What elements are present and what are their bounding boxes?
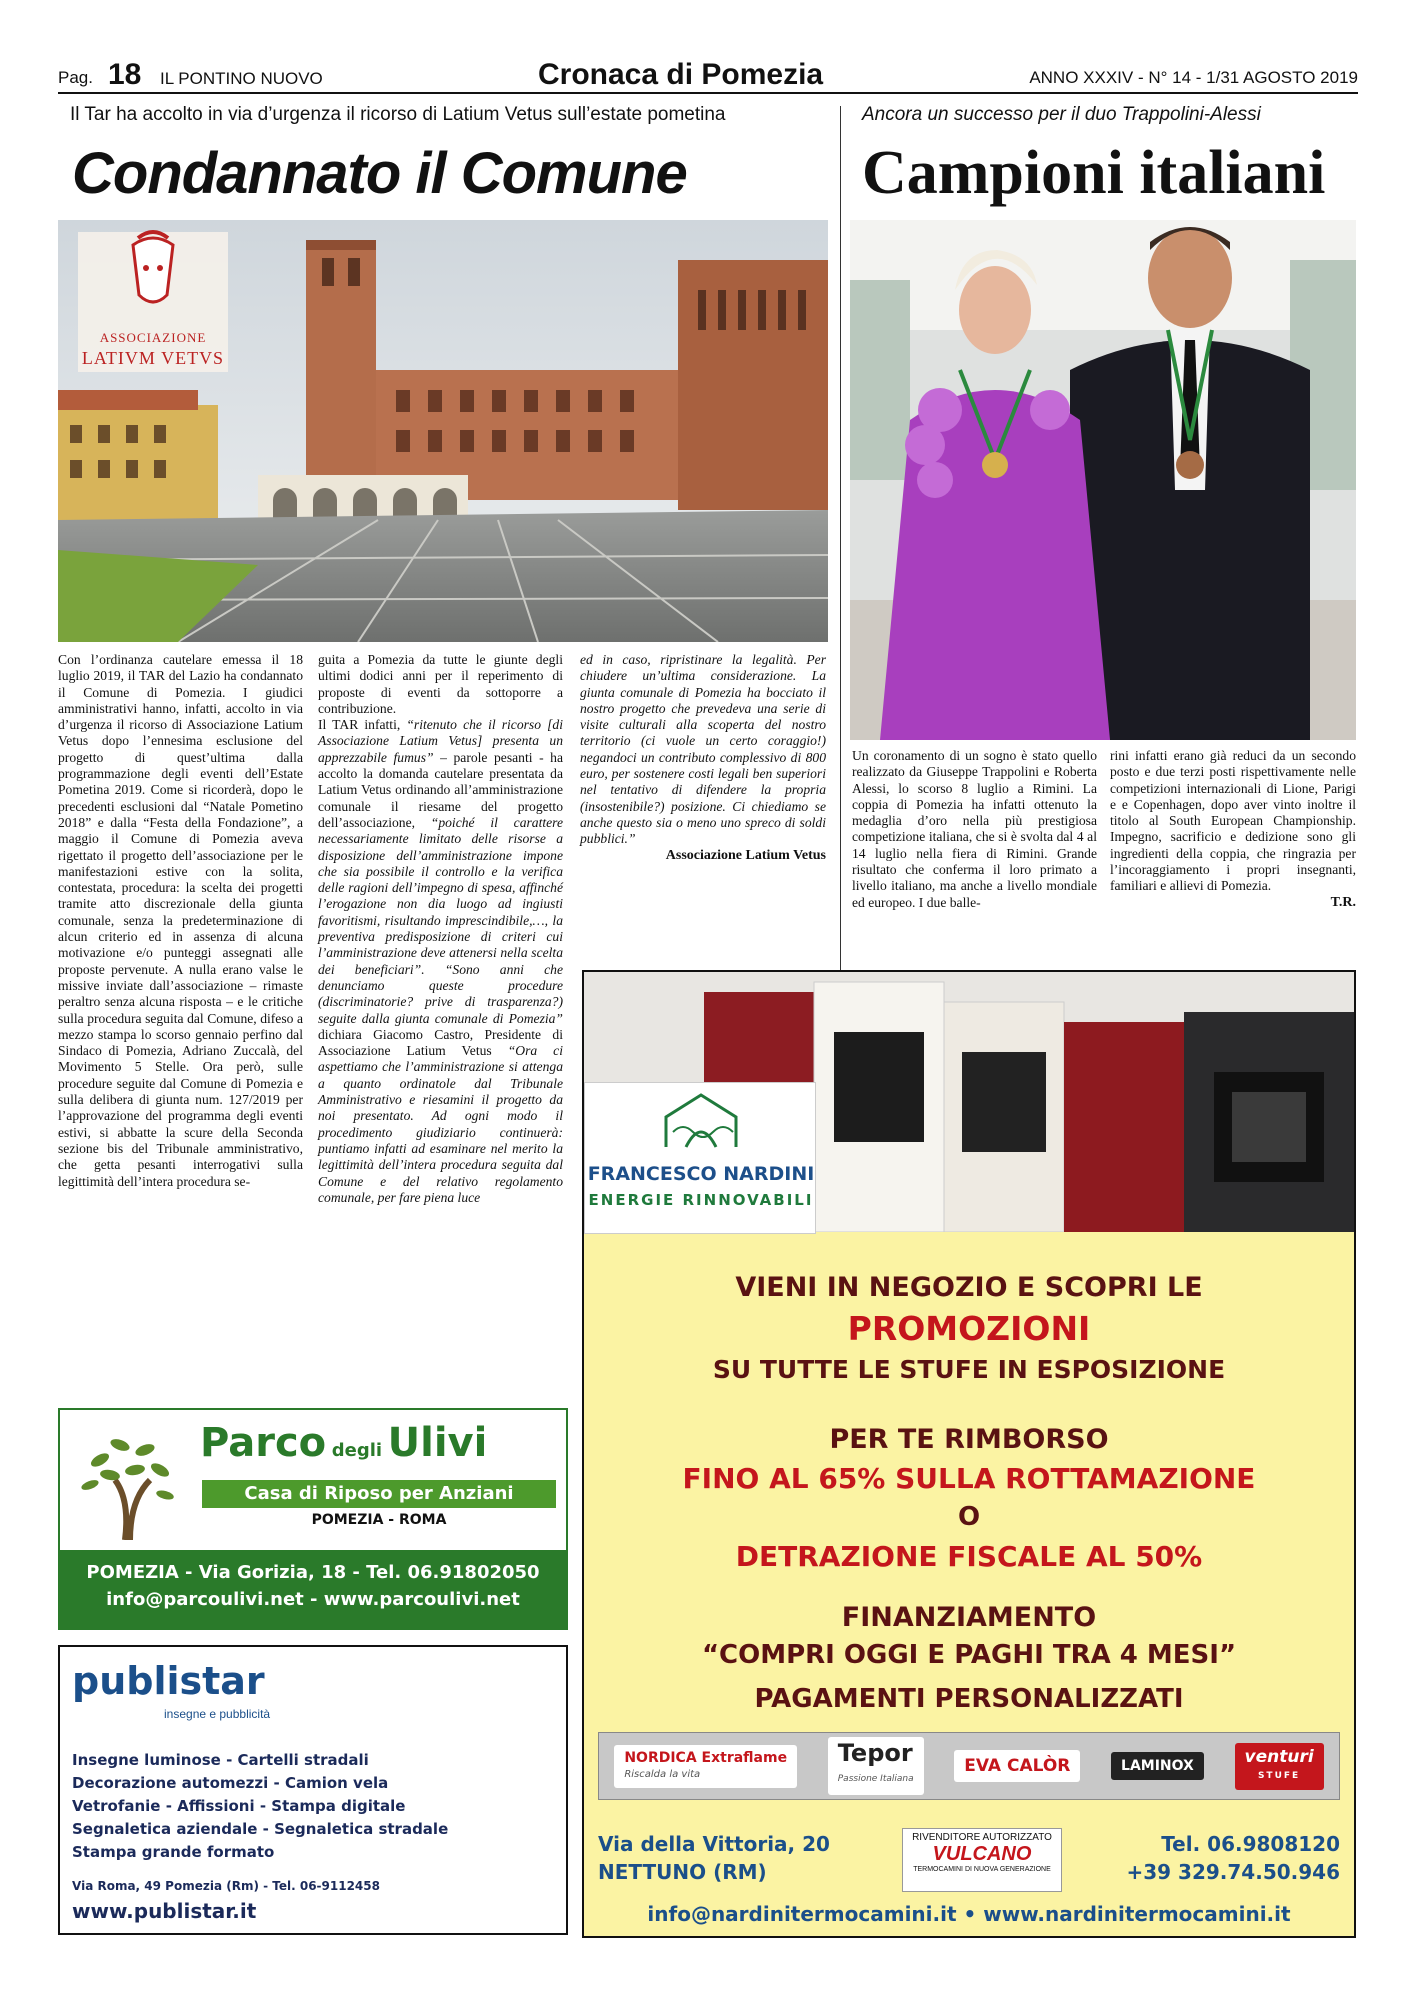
nardini-address-city: NETTUNO (RM) (598, 1860, 767, 1884)
logo-text-line2: LATIVM VETVS (81, 348, 225, 368)
publistar-web: www.publistar.it (72, 1899, 257, 1923)
left-article-col3 (580, 652, 826, 864)
left-article-col2-quote2: “poiché il carattere necessariamente limitato delle risorse a disposizione dell’amministrazione impone che sia possibile il controllo e la verifica delle ragioni dell’impegno di spesa, affinché l’erogazione non dia luogo ad ingiusti favoritismi, risultando imprescindibile,…, la preventiva predisposizione di criteri cui l’amministrazione deve attenersi nella scelta dei beneficiari”. “Sono anni che denunciamo queste procedure (discriminatorie? prive di trasparenza?) seguite dalla giunta comunale di Pomezia” (318, 814, 563, 1026)
town-hall-photo (58, 220, 828, 642)
town-hall-illustration (58, 220, 828, 642)
publistar-line3: Vetrofanie - Affissioni - Stampa digitale (72, 1797, 406, 1815)
publistar-services (72, 1749, 552, 1864)
parco-place: POMEZIA - ROMA (311, 1512, 447, 1528)
brand-nordica (614, 1745, 797, 1788)
publistar-logo: publistar (72, 1659, 265, 1703)
issue-info: ANNO XXXIV - N° 14 - 1/31 AGOSTO 2019 (1029, 68, 1358, 87)
right-article-signature: T.R. (1330, 894, 1356, 910)
brand-tepor (828, 1737, 924, 1795)
left-article-signature: Associazione Latium Vetus (665, 847, 826, 863)
right-article-col1-text: Un coronamento di un sogno è stato quello realizzato da Giuseppe Trappolini e Roberta Alessi, lo scorso 8 luglio a Rimini. La coppia di Pomezia ha infatti ottenuto la medaglia d’oro nella più prestigiosa competizione italiana, che si è svolta dal 4 al 14 luglio nella fiera di Rimini. Grande risultato che conferma il loro primato a livello italiano, ma anche a livello mondiale ed europeo. I due balle- (852, 748, 1097, 910)
dance-couple-photo (850, 220, 1356, 740)
nardini-logo-box (584, 1082, 816, 1234)
brand-logos-strip (598, 1732, 1340, 1800)
brand-nordica-tagline: Riscalda la vita (624, 1768, 701, 1780)
publistar-ad (58, 1645, 568, 1935)
brand-tepor-label: Tepor (837, 1739, 913, 1767)
page-label: Pag. (58, 68, 93, 87)
promo-line7: DETRAZIONE FISCALE AL 50% (735, 1540, 1203, 1573)
publistar-logo-sub: insegne e pubblicità (164, 1707, 271, 1721)
masthead (58, 58, 1358, 94)
parco-title-b: degli (331, 1440, 383, 1461)
publistar-line2: Decorazione automezzi - Camion vela (72, 1774, 389, 1792)
promo-line4: PER TE RIMBORSO (829, 1424, 1109, 1455)
promo-line10: PAGAMENTI PERSONALIZZATI (754, 1684, 1184, 1714)
nardini-ad (582, 970, 1356, 1938)
brand-eva: EVA CALÒR (954, 1750, 1080, 1782)
brand-venturi-tagline: STUFE (1257, 1770, 1301, 1781)
right-headline: Campioni italiani (862, 139, 1326, 207)
left-article-col1-text: Con l’ordinanza cautelare emessa il 18 luglio 2019, il TAR del Lazio ha condannato il Comune di Pomezia. I giudici amministrativi hanno, infatti, accolto in via d’urgenza il ricorso di Associazione Latium Vetus dopo l’ennesima esclusione del progetto di quest’ultima dalla programmazione degli eventi dell’Estate Pometina 2019. Come si ricorderà, dopo le precedenti esclusioni dal “Natale Pometino 2018” e dalla “Festa della Fondazione”, a maggio il Comune di Pomezia aveva rigettato il progetto dell’associazione per le manifestazioni estive con la solita, contestata, procedura: la scelta dei progetti tramite atto discrezionale della giunta comunale, senza la predeterminazione di alcun criterio ed in assenza di alcuna motivazione e/o punteggi assegnati alle proposte pervenute. A nulla erano valse le missive inviate dall’associazione – rimaste peraltro senza alcuna risposta – e le critiche sulla procedura seguita dal Comune, difeso a mezzo stampa lo scorso gennaio perfino dal Sindaco di Pomezia, Adriano Zuccalà, del Movimento 5 Stelle. Ora però, sulle procedure seguite dal Comune di Pomezia e sulla delibera di giunta num. 127/2019 per l’approvazione del programma degli eventi estivi, si abbatte la scure della Seconda sezione bis del Tribunale amministrativo, che getta pesanti interrogativi sulla legittimità dell’intera procedura se- (58, 652, 303, 1189)
newspaper-name: IL PONTINO NUOVO (160, 69, 323, 88)
promo-line9: “COMPRI OGGI E PAGHI TRA 4 MESI” (701, 1640, 1237, 1670)
nardini-web: info@nardinitermocamini.it • www.nardinitermocamini.it (647, 1902, 1291, 1926)
logo-text-line1: ASSOCIAZIONE (99, 330, 207, 345)
left-article-col1 (58, 652, 303, 1190)
left-article-col3-text: ed in caso, ripristinare la legalità. Per chiudere un’ultima considerazione. La giunta comunale di Pomezia ha bocciato il nostro progetto che prevedeva una serie di visite culturali alla scoperta del nostro territorio (ci vuole un certo coraggio!) negandoci un contributo complessivo di 800 euro, per sostenere costi legali ben superiori nel tentativo di difendere la propria (insostenibile?) posizione. Ci chiediamo se anche questo sia o meno uno spreco di soldi pubblici.” (580, 652, 826, 847)
right-article-col2 (1110, 748, 1356, 911)
publistar-line4: Segnaletica aziendale - Segnaletica stradale (72, 1820, 449, 1838)
left-article-col2 (318, 652, 563, 1206)
promo-line3: SU TUTTE LE STUFE IN ESPOSIZIONE (712, 1355, 1226, 1384)
olive-tree-icon (70, 1420, 190, 1540)
brand-nordica-label: NORDICA Extraflame (624, 1749, 788, 1766)
left-article-col2-text-b: Il TAR infatti, (318, 717, 407, 733)
parco-address: POMEZIA - Via Gorizia, 18 - Tel. 06.91802050 (86, 1562, 540, 1583)
right-kicker: Ancora un successo per il duo Trappolini-Alessi (862, 104, 1261, 125)
parco-footer (60, 1550, 566, 1628)
parco-ulivi-ad (58, 1408, 568, 1630)
left-headline: Condannato il Comune (72, 141, 687, 206)
nardini-phone1: Tel. 06.9808120 (1161, 1832, 1340, 1856)
parco-title-a: Parco (200, 1420, 327, 1466)
publistar-address: Via Roma, 49 Pomezia (Rm) - Tel. 06-9112458 (72, 1879, 380, 1893)
left-article-col2-text-d: – parole pesanti - ha accolto la domanda cautelare presentata da Latium Vetus ordinando all’amministrazione comunale il riesame del progetto dell’associazione, (318, 749, 563, 830)
nardini-address-street: Via della Vittoria, 20 (598, 1832, 830, 1856)
publistar-line5: Stampa grande formato (72, 1843, 275, 1861)
dance-couple-illustration (850, 220, 1356, 740)
dealer-name: VULCANO (932, 1843, 1032, 1865)
brand-laminox: LAMINOX (1111, 1752, 1204, 1780)
parco-title-c: Ulivi (387, 1420, 488, 1466)
left-article-col2-text-f: dichiara Giacomo Castro, Presidente di Associazione Latium Vetus (318, 1026, 563, 1059)
promo-line8: FINANZIAMENTO (841, 1602, 1097, 1633)
promo-line1: VIENI IN NEGOZIO E SCOPRI LE (735, 1272, 1203, 1303)
left-article-col2-quote3: “Ora ci aspettiamo che l’amministrazione si attenga a quanto ordinatole dal Tribunale Amministrativo e riesamini il progetto da noi presentato. Ad ogni modo il procedimento giudiziario continuerà: puntiamo infatti ad esaminare nel merito la legittimità dell’intera procedura seguita dal Comune e del relativo regolamento comunale, per fare piena luce (318, 1043, 563, 1205)
left-kicker: Il Tar ha accolto in via d’urgenza il ricorso di Latium Vetus sull’estate pometina (70, 104, 726, 125)
publistar-line1: Insegne luminose - Cartelli stradali (72, 1751, 369, 1769)
right-article-col1 (852, 748, 1097, 911)
nardini-house-icon (651, 1087, 751, 1157)
brand-tepor-tagline: Passione Italiana (837, 1774, 914, 1784)
vulcano-dealer-box (902, 1828, 1062, 1892)
promo-line6: O (957, 1502, 981, 1532)
left-article-col2-quote1: “ritenuto che il ricorso [di Associazione Latium Vetus] presenta un apprezzabile fumus” (318, 717, 563, 765)
parco-title (200, 1420, 487, 1466)
parco-subtitle: Casa di Riposo per Anziani (202, 1480, 556, 1508)
promo-line2: PROMOZIONI (847, 1309, 1091, 1348)
promo-line5: FINO AL 65% SULLA ROTTAMAZIONE (682, 1462, 1256, 1495)
page-number: 18 (108, 58, 142, 91)
brand-venturi-label: venturi (1244, 1746, 1314, 1767)
brand-venturi (1235, 1743, 1324, 1790)
latium-vetus-logo (133, 232, 173, 302)
nardini-tagline: ENERGIE RINNOVABILI (588, 1191, 814, 1209)
section-title: Cronaca di Pomezia (538, 58, 824, 91)
nardini-brand: FRANCESCO NARDINI (587, 1163, 815, 1185)
left-article-col2-p1: guita a Pomezia da tutte le giunte degli ultimi dodici anni per il reperimento di proposte di eventi da sottoporre a contribuzione. (318, 652, 563, 716)
dealer-subtitle: TERMOCAMINI DI NUOVA GENERAZIONE (913, 1866, 1051, 1873)
right-article-col2-text: rini infatti erano già reduci da un secondo posto e due terzi posti rispettivamente nelle competizioni internazionali di Lione, Parigi e e Copenhagen, dopo aver vinto inoltre il titolo al South European Championship. Impegno, sacrificio e dedizione sono gli ingredienti della coppia, che ringrazia per l’incoraggiamento i propri insegnanti, familiari e allievi di Pomezia. (1110, 748, 1356, 894)
nardini-phone2: +39 329.74.50.946 (1126, 1860, 1340, 1884)
parco-web: info@parcoulivi.net - www.parcoulivi.net (106, 1589, 520, 1610)
dealer-label: RIVENDITORE AUTORIZZATO (912, 1832, 1052, 1843)
